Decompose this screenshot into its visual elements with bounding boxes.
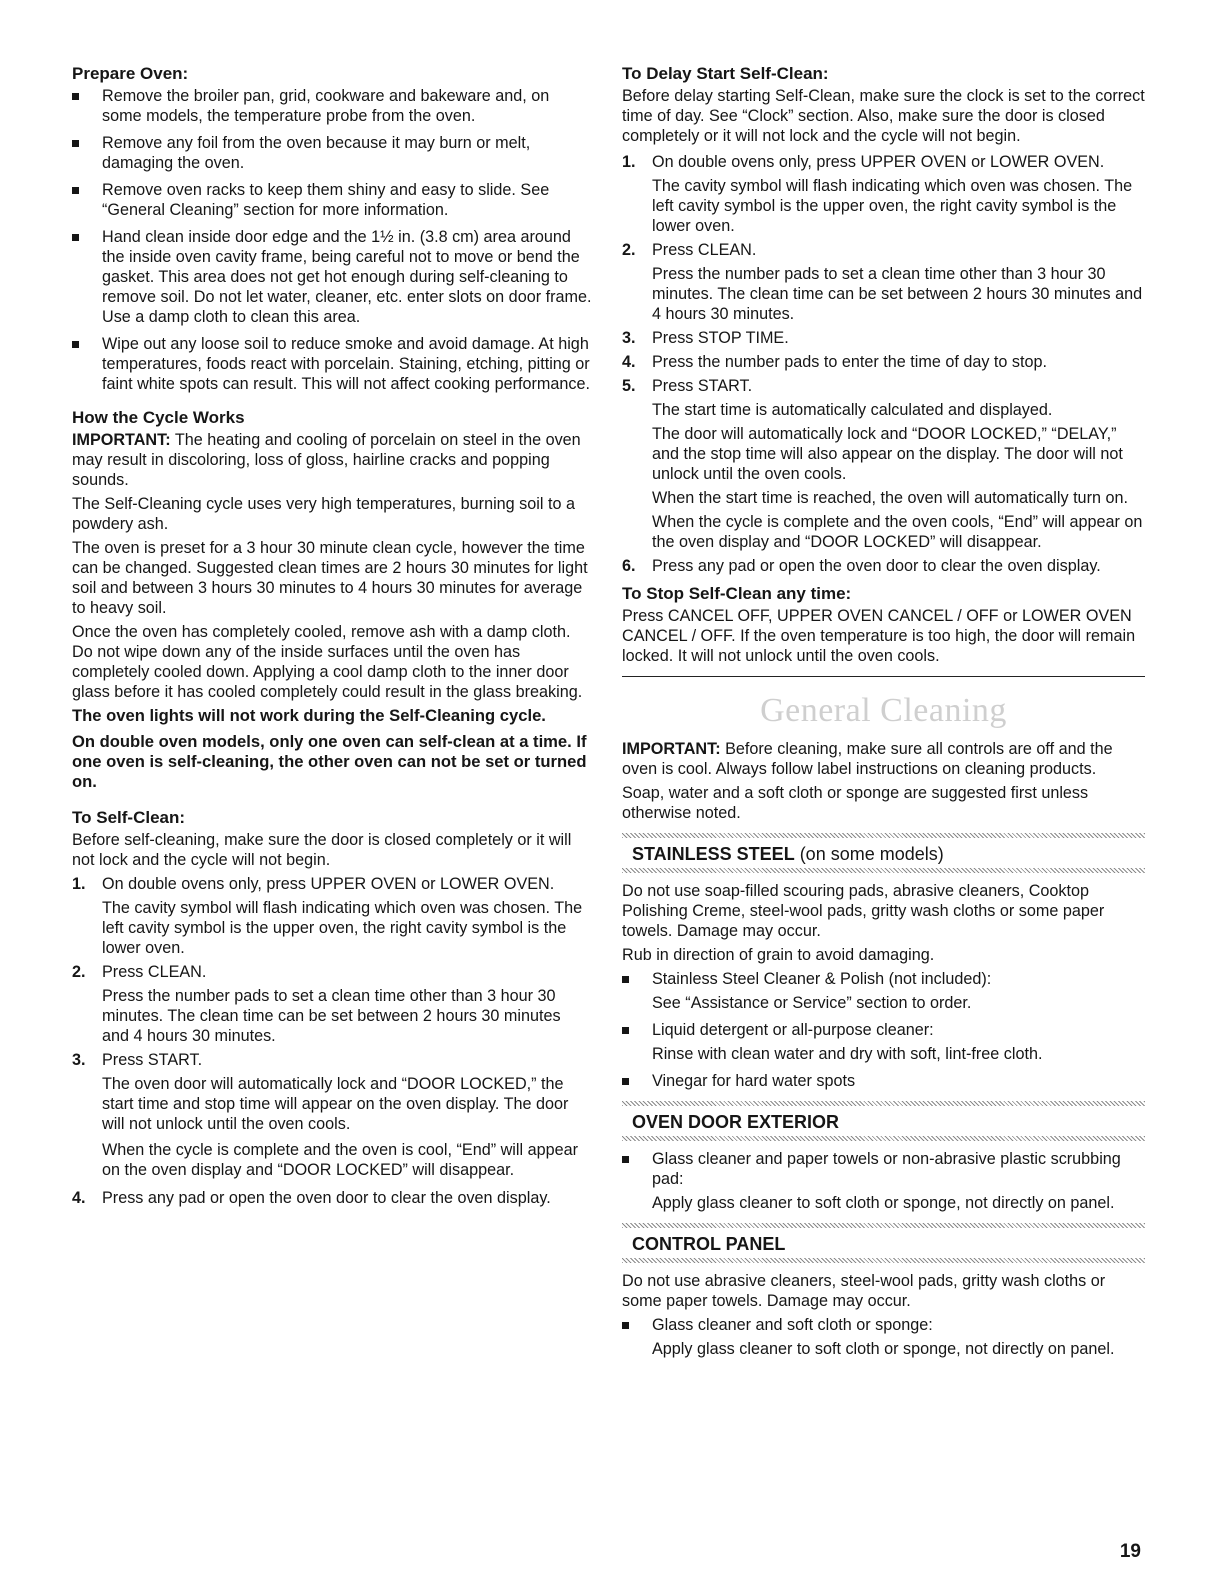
list-item xyxy=(622,1071,1145,1091)
step-item xyxy=(72,1050,592,1180)
important-label: IMPORTANT: xyxy=(622,740,721,758)
stop-self-clean-heading: To Stop Self-Clean any time: xyxy=(622,584,852,603)
step-detail: The start time is automatically calculated and displayed. xyxy=(652,401,1053,419)
step-detail: Press the number pads to set a clean time other than 3 hour 30 minutes. The clean time can be set between 2 hours 30 minutes and 4 hours 30 minutes. xyxy=(652,265,1143,323)
general-paragraph: Soap, water and a soft cloth or sponge are suggested first unless otherwise noted. xyxy=(622,784,1089,822)
oven-door-title: OVEN DOOR EXTERIOR xyxy=(632,1112,840,1132)
step-text: Press any pad or open the oven door to clear the oven display. xyxy=(652,557,1101,575)
cycle-paragraph: Once the oven has completely cooled, remove ash with a damp cloth. Do not wipe down any of the inside surfaces until the oven has completely cooled down. Applying a cool damp cloth to the inner door glass before it has cooled completely could result in the glass breaking. xyxy=(72,623,583,701)
cycle-section xyxy=(72,408,592,792)
self-clean-section xyxy=(72,808,592,1208)
step-text: On double ovens only, press UPPER OVEN or LOWER OVEN. xyxy=(652,153,1105,171)
list-item-text: Liquid detergent or all-purpose cleaner: xyxy=(652,1021,934,1039)
step-text: On double ovens only, press UPPER OVEN or LOWER OVEN. xyxy=(102,875,555,893)
list-item: Remove the broiler pan, grid, cookware and bakeware and, on some models, the temperature probe from the oven. xyxy=(72,86,592,126)
self-clean-intro: Before self-cleaning, make sure the door is closed completely or it will not lock and the cycle will not begin. xyxy=(72,831,572,869)
oven-door-band xyxy=(622,1101,1145,1141)
step-item xyxy=(72,1188,592,1208)
step-number: 1. xyxy=(622,153,636,171)
step-item xyxy=(72,874,592,958)
right-column xyxy=(622,64,1145,1366)
delay-start-section xyxy=(622,64,1145,576)
step-number: 3. xyxy=(622,329,636,347)
step-number: 6. xyxy=(622,557,636,575)
general-cleaning-title: General Cleaning xyxy=(760,692,1007,729)
stainless-paragraph: Rub in direction of grain to avoid damaging. xyxy=(622,946,935,964)
delay-start-heading: To Delay Start Self-Clean: xyxy=(622,64,829,83)
step-text: Press any pad or open the oven door to clear the oven display. xyxy=(102,1189,551,1207)
step-detail: When the start time is reached, the oven will automatically turn on. xyxy=(652,489,1128,507)
control-panel-section xyxy=(622,1271,1145,1359)
list-item: Wipe out any loose soil to reduce smoke and avoid damage. At high temperatures, foods react with porcelain. Staining, etching, pitting or faint white spots can result. This will not affect cooking performance. xyxy=(72,334,592,394)
list-item xyxy=(622,1315,1145,1359)
oven-door-list xyxy=(622,1149,1145,1213)
prepare-oven-heading: Prepare Oven: xyxy=(72,64,189,83)
stainless-list xyxy=(622,969,1145,1091)
step-text: Press the number pads to enter the time of day to stop. xyxy=(652,353,1048,371)
hatched-rule xyxy=(622,1258,1145,1263)
list-item-detail: Rinse with clean water and dry with soft, lint-free cloth. xyxy=(652,1045,1043,1063)
step-item xyxy=(622,556,1145,576)
prepare-oven-list xyxy=(72,86,592,394)
cycle-warning-double-oven: On double oven models, only one oven can self-clean at a time. If one oven is self-cleaning, the other oven can not be set or turned on. xyxy=(72,732,587,791)
list-item: Remove oven racks to keep them shiny and easy to slide. See “General Cleaning” section for more information. xyxy=(72,180,592,220)
list-item-text: Vinegar for hard water spots xyxy=(652,1072,856,1090)
step-detail: The cavity symbol will flash indicating which oven was chosen. The left cavity symbol is the upper oven, the right cavity symbol is the lower oven. xyxy=(652,177,1133,235)
step-text: Press START. xyxy=(652,377,753,395)
cycle-paragraph: The Self-Cleaning cycle uses very high temperatures, burning soil to a powdery ash. xyxy=(72,495,575,533)
list-item xyxy=(622,969,1145,1013)
control-panel-title: CONTROL PANEL xyxy=(632,1234,786,1254)
step-detail: Press the number pads to set a clean time other than 3 hour 30 minutes. The clean time can be set between 2 hours 30 minutes and 4 hours 30 minutes. xyxy=(102,987,561,1045)
control-panel-band xyxy=(622,1223,1145,1263)
delay-start-steps xyxy=(622,152,1145,576)
self-clean-steps xyxy=(72,874,592,1208)
step-detail: The cavity symbol will flash indicating which oven was chosen. The left cavity symbol is the upper oven, the right cavity symbol is the lower oven. xyxy=(102,899,583,957)
stop-self-clean-text: Press CANCEL OFF, UPPER OVEN CANCEL / OFF or LOWER OVEN CANCEL / OFF. If the oven temperature is too high, the door will remain locked. It will not unlock until the oven cools. xyxy=(622,607,1136,665)
step-item xyxy=(622,352,1145,372)
step-detail: The oven door will automatically lock and “DOOR LOCKED,” the start time and stop time will appear on the oven display. The door will not unlock until the oven cools. xyxy=(102,1075,569,1133)
step-number: 1. xyxy=(72,875,86,893)
stainless-steel-section xyxy=(622,881,1145,1091)
list-item xyxy=(622,1149,1145,1213)
important-label: IMPORTANT: xyxy=(72,431,171,449)
step-item xyxy=(622,328,1145,348)
step-item xyxy=(622,152,1145,236)
step-item xyxy=(622,240,1145,324)
stainless-steel-title xyxy=(622,838,1145,868)
list-item: Remove any foil from the oven because it may burn or melt, damaging the oven. xyxy=(72,133,592,173)
step-item xyxy=(72,962,592,1046)
hatched-rule xyxy=(622,868,1145,873)
step-item xyxy=(622,376,1145,552)
section-divider xyxy=(622,676,1145,677)
stainless-paragraph: Do not use soap-filled scouring pads, abrasive cleaners, Cooktop Polishing Creme, steel-wool pads, gritty wash cloths or some paper towels. Damage may occur. xyxy=(622,882,1105,940)
page-number: 19 xyxy=(1119,1541,1141,1562)
list-item-detail: Apply glass cleaner to soft cloth or sponge, not directly on panel. xyxy=(652,1194,1115,1212)
cycle-warning-lights: The oven lights will not work during the Self-Cleaning cycle. xyxy=(72,706,546,725)
control-panel-paragraph: Do not use abrasive cleaners, steel-wool pads, gritty wash cloths or some paper towels. Damage may occur. xyxy=(622,1272,1106,1310)
cycle-paragraph: The oven is preset for a 3 hour 30 minute clean cycle, however the time can be changed. Suggested clean times are 2 hours 30 minutes for light soil and between 3 hours 30 minutes to 4 hours 30 minutes for average to heavy soil. xyxy=(72,539,588,617)
list-item: Hand clean inside door edge and the 1½ in. (3.8 cm) area around the inside oven cavity frame, being careful not to move or bend the gasket. This area does not get hot enough during self-cleaning to remove soil. Do not let water, cleaner, etc. enter slots on door frame. Use a damp cloth to clean this area. xyxy=(72,227,592,327)
cycle-heading: How the Cycle Works xyxy=(72,408,245,427)
oven-door-section xyxy=(622,1149,1145,1213)
important-text: The heating and cooling of porcelain on steel in the oven may result in discoloring, loss of gloss, hairline cracks and popping sounds. xyxy=(72,431,581,489)
step-text: Press START. xyxy=(102,1051,203,1069)
prepare-oven-section xyxy=(72,64,592,394)
step-number: 2. xyxy=(72,963,86,981)
step-text: Press STOP TIME. xyxy=(652,329,789,347)
list-item-text: Glass cleaner and paper towels or non-abrasive plastic scrubbing pad: xyxy=(652,1150,1121,1188)
stop-self-clean-section xyxy=(622,584,1145,666)
step-detail: When the cycle is complete and the oven cools, “End” will appear on the oven display and “DOOR LOCKED” will disappear. xyxy=(652,513,1143,551)
step-number: 4. xyxy=(622,353,636,371)
stainless-steel-band xyxy=(622,833,1145,873)
step-number: 3. xyxy=(72,1051,86,1069)
hatched-rule xyxy=(622,1136,1145,1141)
step-number: 4. xyxy=(72,1189,86,1207)
step-detail: When the cycle is complete and the oven is cool, “End” will appear on the oven display and “DOOR LOCKED” will disappear. xyxy=(102,1141,578,1179)
step-number: 2. xyxy=(622,241,636,259)
list-item-text: Glass cleaner and soft cloth or sponge: xyxy=(652,1316,933,1334)
important-text: Before cleaning, make sure all controls are off and the oven is cool. Always follow label instructions on cleaning products. xyxy=(622,740,1113,778)
stainless-steel-title-suffix: (on some models) xyxy=(794,844,944,864)
step-detail: The door will automatically lock and “DOOR LOCKED,” “DELAY,” and the stop time will also appear on the display. The door will not unlock until the oven cools. xyxy=(652,425,1123,483)
general-cleaning-section xyxy=(622,691,1145,823)
step-number: 5. xyxy=(622,377,636,395)
left-column xyxy=(72,64,592,1212)
list-item xyxy=(622,1020,1145,1064)
list-item-detail: Apply glass cleaner to soft cloth or sponge, not directly on panel. xyxy=(652,1340,1115,1358)
step-text: Press CLEAN. xyxy=(102,963,207,981)
delay-start-intro: Before delay starting Self-Clean, make sure the clock is set to the correct time of day. See “Clock” section. Also, make sure the door is closed completely or it will not lock and the cycle will not begin. xyxy=(622,87,1145,145)
cycle-important-note xyxy=(72,430,592,490)
list-item-detail: See “Assistance or Service” section to order. xyxy=(652,994,972,1012)
control-panel-list xyxy=(622,1315,1145,1359)
general-important-note xyxy=(622,739,1145,779)
step-text: Press CLEAN. xyxy=(652,241,757,259)
self-clean-heading: To Self-Clean: xyxy=(72,808,186,827)
stainless-steel-title-text: STAINLESS STEEL xyxy=(632,844,795,864)
list-item-text: Stainless Steel Cleaner & Polish (not included): xyxy=(652,970,992,988)
